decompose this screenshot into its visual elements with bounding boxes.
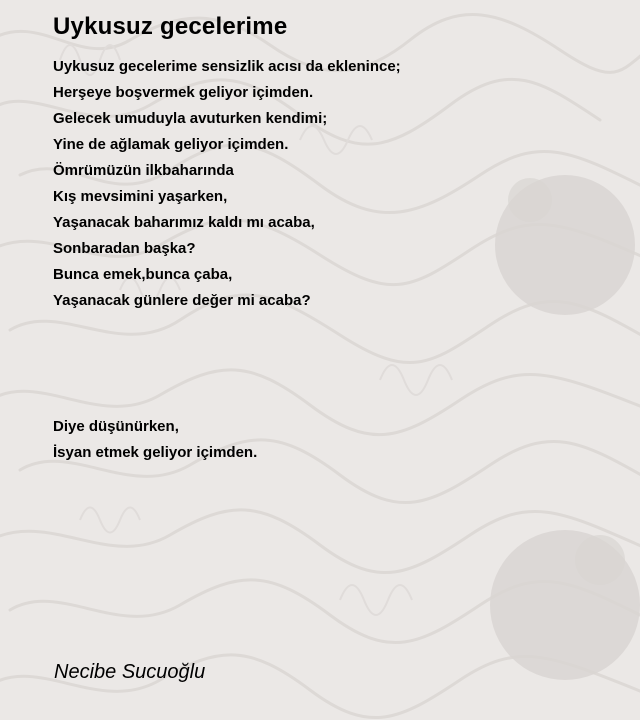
poem-stanza [53, 54, 613, 314]
poem-body [53, 12, 613, 466]
poem-title: Uykusuz gecelerime [53, 13, 288, 40]
poem-line: Uykusuz gecelerime sensizlik acısı da eklenince; [53, 58, 401, 75]
poem-line: İsyan etmek geliyor içimden. [53, 444, 258, 461]
poem-line: Yine de ağlamak geliyor içimden. [53, 136, 289, 153]
poem-line: Yaşanacak baharımız kaldı mı acaba, [53, 214, 315, 231]
poem-author: Necibe Sucuoğlu [54, 661, 206, 683]
poem-line: Sonbaradan başka? [53, 240, 196, 257]
poem-stanza [53, 414, 613, 466]
poem-line: Herşeye boşvermek geliyor içimden. [53, 84, 314, 101]
poem-line: Diye düşünürken, [53, 418, 179, 435]
poem-line: Ömrümüzün ilkbaharında [53, 162, 234, 179]
poem-line: Gelecek umuduyla avuturken kendimi; [53, 110, 328, 127]
poem-line: Bunca emek,bunca çaba, [53, 266, 233, 283]
poem-line: Kış mevsimini yaşarken, [53, 188, 228, 205]
poem-line: Yaşanacak günlere değer mi acaba? [53, 292, 311, 309]
